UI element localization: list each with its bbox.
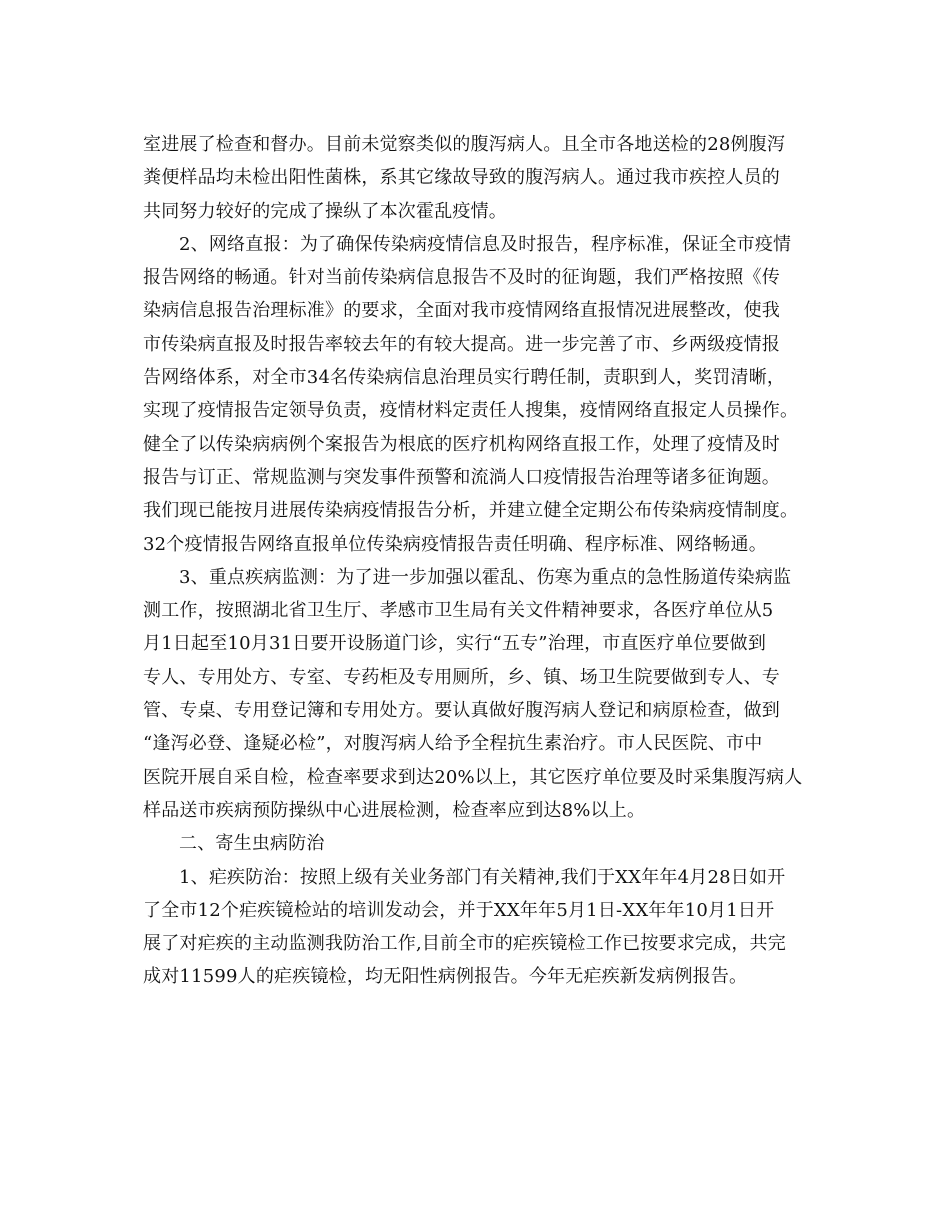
text-line: 报告与订正、常规监测与突发事件预警和流淌人口疫情报告治理等诸多征询题。 [143, 466, 780, 488]
text-line: 医院开展自采自检，检查率要求到达20%以上，其它医疗单位要及时采集腹泻病人 [143, 766, 803, 788]
text-line: 展了对疟疾的主动监测我防治工作,目前全市的疟疾镜检工作已按要求完成，共完 [143, 933, 786, 955]
paragraph-first-line: 3、重点疾病监测：为了进一步加强以霍乱、伤寒为重点的急性肠道传染病监 [179, 566, 792, 588]
text-line: 室进展了检查和督办。目前未觉察类似的腹泻病人。且全市各地送检的28例腹泻 [143, 134, 786, 155]
text-line: 报告网络的畅通。针对当前传染病信息报告不及时的征询题，我们严格按照《传 [143, 267, 780, 289]
text-line: 健全了以传染病病例个案报告为根底的医疗机构网络直报工作，处理了疫情及时 [143, 433, 780, 455]
text-line: 市传染病直报及时报告率较去年的有较大提高。进一步完善了市、乡两级疫情报 [143, 333, 780, 355]
text-line: 我们现已能按月进展传染病疫情报告分析，并建立健全定期公布传染病疫情制度。 [143, 500, 799, 522]
text-line: “逢泻必登、逢疑必检”，对腹泻病人给予全程抗生素治疗。市人民医院、市中 [143, 733, 763, 755]
paragraph-first-line: 二、寄生虫病防治 [179, 833, 325, 855]
text-line: 染病信息报告治理标准》的要求，全面对我市疫情网络直报情况进展整改，使我 [143, 300, 780, 322]
text-line: 了全市12个疟疾镜检站的培训发动会，并于XX年年5月1日-XX年年10月1日开 [143, 899, 775, 921]
text-line: 月1日起至10月31日要开设肠道门诊，实行“五专”治理，市直医疗单位要做到 [143, 633, 767, 655]
paragraph-first-line: 1、疟疾防治：按照上级有关业务部门有关精神,我们于XX年年4月28日如开 [179, 866, 786, 888]
document-body-text [143, 128, 811, 994]
text-line: 实现了疫情报告定领导负责，疫情材料定责任人搜集，疫情网络直报定人员操作。 [143, 400, 799, 422]
paragraph-first-line: 2、网络直报：为了确保传染病疫情信息及时报告，程序标准，保证全市疫情 [179, 233, 792, 255]
text-line: 32个疫情报告网络直报单位传染病疫情报告责任明确、程序标准、网络畅通。 [143, 533, 767, 555]
text-line: 管、专桌、专用登记簿和专用处方。要认真做好腹泻病人登记和病原检查，做到 [143, 700, 780, 722]
text-line: 专人、专用处方、专室、专药柜及专用厕所，乡、镇、场卫生院要做到专人、专 [143, 666, 780, 688]
text-line: 测工作，按照湖北省卫生厅、孝感市卫生局有关文件精神要求，各医疗单位从5 [143, 600, 774, 622]
text-line: 告网络体系，对全市34名传染病信息治理员实行聘任制，责职到人，奖罚清晰， [143, 367, 786, 389]
text-line: 粪便样品均未检出阳性菌株，系其它缘故导致的腹泻病人。通过我市疾控人员的 [143, 167, 780, 189]
text-line: 成对11599人的疟疾镜检，均无阳性病例报告。今年无疟疾新发病例报告。 [143, 966, 748, 988]
text-line: 样品送市疾病预防操纵中心进展检测，检查率应到达8%以上。 [143, 799, 646, 821]
text-line: 共同努力较好的完成了操纵了本次霍乱疫情。 [143, 200, 507, 222]
